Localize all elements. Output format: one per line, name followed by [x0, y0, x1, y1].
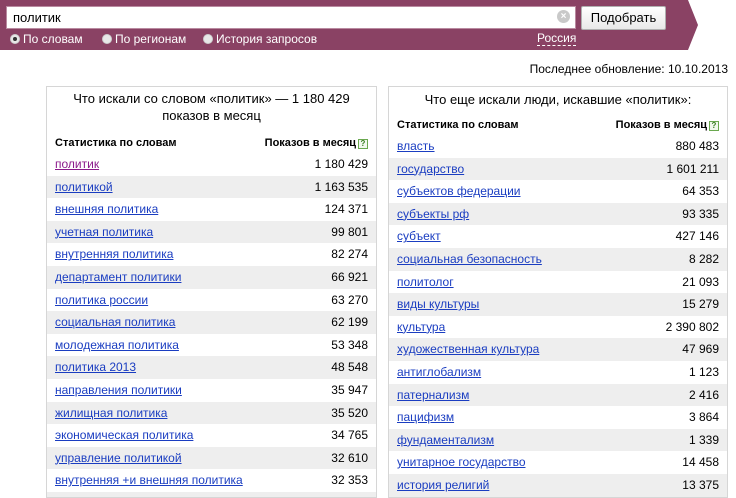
- impressions-count: 35 947: [331, 382, 368, 397]
- table-row: [47, 356, 376, 379]
- right-stats-panel: [388, 86, 728, 498]
- mode-label: По словам: [23, 32, 83, 46]
- column-header-count-label: Показов в месяц: [615, 119, 707, 131]
- impressions-count: 32 353: [331, 473, 368, 488]
- impressions-count: 82 274: [331, 247, 368, 262]
- column-header-count: [265, 137, 368, 149]
- table-row: [389, 429, 727, 452]
- left-stats-panel: [46, 86, 377, 498]
- impressions-count: 99 801: [331, 224, 368, 239]
- impressions-count: 34 765: [331, 428, 368, 443]
- table-row: [47, 447, 376, 470]
- impressions-count: 13 375: [682, 477, 719, 492]
- phrase-link[interactable]: политика 2013: [55, 360, 137, 375]
- mode-label: История запросов: [216, 32, 318, 46]
- phrase-link[interactable]: унитарное государство: [397, 455, 526, 470]
- phrase-link[interactable]: политик: [55, 157, 100, 171]
- phrase-link[interactable]: политика россии: [55, 292, 149, 307]
- impressions-count: 64 353: [682, 184, 719, 199]
- table-row: [389, 474, 727, 497]
- phrase-link[interactable]: экономическая политика: [55, 428, 194, 443]
- column-header-word: Статистика по словам: [397, 119, 519, 131]
- impressions-count: 21 093: [682, 274, 719, 289]
- mode-by-words[interactable]: [10, 32, 83, 46]
- help-icon[interactable]: ?: [358, 139, 368, 149]
- phrase-link[interactable]: виды культуры: [397, 297, 480, 312]
- radio-icon[interactable]: [203, 34, 213, 44]
- phrase-link[interactable]: субъект: [397, 229, 441, 244]
- impressions-count: 62 199: [331, 315, 368, 330]
- table-row: [47, 198, 376, 221]
- table-row: [47, 492, 376, 498]
- phrase-link[interactable]: внутренняя политика: [55, 247, 174, 262]
- radio-icon[interactable]: [102, 34, 112, 44]
- mode-history[interactable]: [203, 32, 317, 46]
- impressions-count: 1 180 429: [314, 157, 368, 171]
- phrase-link[interactable]: департамент политики: [55, 269, 182, 284]
- table-row: [47, 289, 376, 312]
- table-row: [47, 221, 376, 244]
- phrase-link[interactable]: пацифизм: [397, 410, 455, 425]
- impressions-count: 3 864: [688, 410, 719, 425]
- table-row: [47, 334, 376, 357]
- impressions-count: 124 371: [324, 202, 368, 217]
- impressions-count: 1 123: [688, 364, 719, 379]
- impressions-count: 8 282: [688, 251, 719, 266]
- table-row: [389, 451, 727, 474]
- phrase-link[interactable]: молодежная политика: [55, 337, 179, 352]
- impressions-count: 14 458: [682, 455, 719, 470]
- column-header-count-label: Показов в месяц: [264, 137, 356, 149]
- table-row: [389, 271, 727, 294]
- phrase-link[interactable]: политолог: [397, 274, 454, 289]
- impressions-count: 1 601 211: [666, 161, 719, 176]
- phrase-link[interactable]: политикой: [55, 179, 113, 194]
- table-row: [389, 361, 727, 384]
- table-row: [389, 406, 727, 429]
- radio-selected-icon[interactable]: [10, 34, 20, 44]
- table-row: [389, 384, 727, 407]
- phrase-link[interactable]: социальная безопасность: [397, 251, 542, 266]
- phrase-link[interactable]: внутренняя +и внешняя политика: [55, 473, 243, 488]
- phrase-link[interactable]: власть: [397, 139, 435, 153]
- impressions-count: 48 548: [331, 360, 368, 375]
- phrase-link[interactable]: фундаментализм: [397, 432, 495, 447]
- phrase-link[interactable]: художественная культура: [397, 342, 540, 357]
- table-row: [47, 266, 376, 289]
- phrase-link[interactable]: направления политики: [55, 382, 182, 397]
- table-row: [47, 176, 376, 199]
- region-selector[interactable]: Россия: [537, 31, 577, 45]
- impressions-count: 66 921: [331, 269, 368, 284]
- table-row: [47, 153, 376, 176]
- table-row: [389, 158, 727, 181]
- phrase-link[interactable]: социальная политика: [55, 315, 176, 330]
- panel-title: Что еще искали люди, искавшие «политик»:: [424, 92, 692, 107]
- last-updated: Последнее обновление: 10.10.2013: [529, 62, 728, 76]
- impressions-count: 427 146: [675, 229, 719, 244]
- impressions-count: 1 163 535: [314, 179, 368, 194]
- table-row: [389, 248, 727, 271]
- phrase-link[interactable]: учетная политика: [55, 224, 154, 239]
- phrase-link[interactable]: культура: [397, 319, 446, 334]
- table-row: [389, 203, 727, 226]
- impressions-count: 32 610: [331, 450, 368, 465]
- table-row: [389, 293, 727, 316]
- column-header-count: [616, 119, 719, 131]
- column-header-word: Статистика по словам: [55, 137, 177, 149]
- table-header: [47, 133, 376, 153]
- phrase-link[interactable]: субъекты рф: [397, 206, 470, 221]
- mode-label: По регионам: [115, 32, 187, 46]
- table-row: [389, 225, 727, 248]
- help-icon[interactable]: ?: [709, 121, 719, 131]
- search-band-arrow: [688, 0, 698, 50]
- table-row: [47, 243, 376, 266]
- table-row: [389, 180, 727, 203]
- table-row: [389, 338, 727, 361]
- impressions-count: 93 335: [682, 206, 719, 221]
- impressions-count: 880 483: [675, 139, 719, 153]
- phrase-link[interactable]: субъектов федерации: [397, 184, 521, 199]
- mode-by-regions[interactable]: [102, 32, 186, 46]
- impressions-count: 15 279: [682, 297, 719, 312]
- submit-button[interactable]: Подобрать: [581, 6, 666, 30]
- table-row: [389, 316, 727, 339]
- table-row: [47, 469, 376, 492]
- table-row: [47, 402, 376, 425]
- phrase-link[interactable]: патернализм: [397, 387, 470, 402]
- table-row: [389, 135, 727, 158]
- phrase-link[interactable]: антиглобализм: [397, 364, 482, 379]
- table-row: [47, 311, 376, 334]
- impressions-count: 1 339: [688, 432, 719, 447]
- table-header: [389, 115, 727, 135]
- phrase-link[interactable]: управление политикой: [55, 450, 182, 465]
- table-row: [47, 379, 376, 402]
- left-rows: [47, 153, 376, 498]
- panel-title: Что искали со словом «политик» — 1 180 429 показов в месяц: [73, 91, 350, 123]
- right-rows: [389, 135, 727, 497]
- phrase-link[interactable]: история религий: [397, 477, 490, 492]
- impressions-count: 2 390 802: [665, 319, 719, 334]
- phrase-link[interactable]: жилищная политика: [55, 405, 168, 420]
- clear-icon[interactable]: ×: [557, 10, 570, 23]
- impressions-count: 2 416: [688, 387, 719, 402]
- impressions-count: 53 348: [331, 337, 368, 352]
- phrase-link[interactable]: государство: [397, 161, 465, 176]
- search-input[interactable]: политик: [6, 6, 576, 29]
- table-row: [47, 424, 376, 447]
- impressions-count: 47 969: [682, 342, 719, 357]
- phrase-link[interactable]: внешняя политика: [55, 202, 159, 217]
- impressions-count: 63 270: [331, 292, 368, 307]
- impressions-count: 35 520: [331, 405, 368, 420]
